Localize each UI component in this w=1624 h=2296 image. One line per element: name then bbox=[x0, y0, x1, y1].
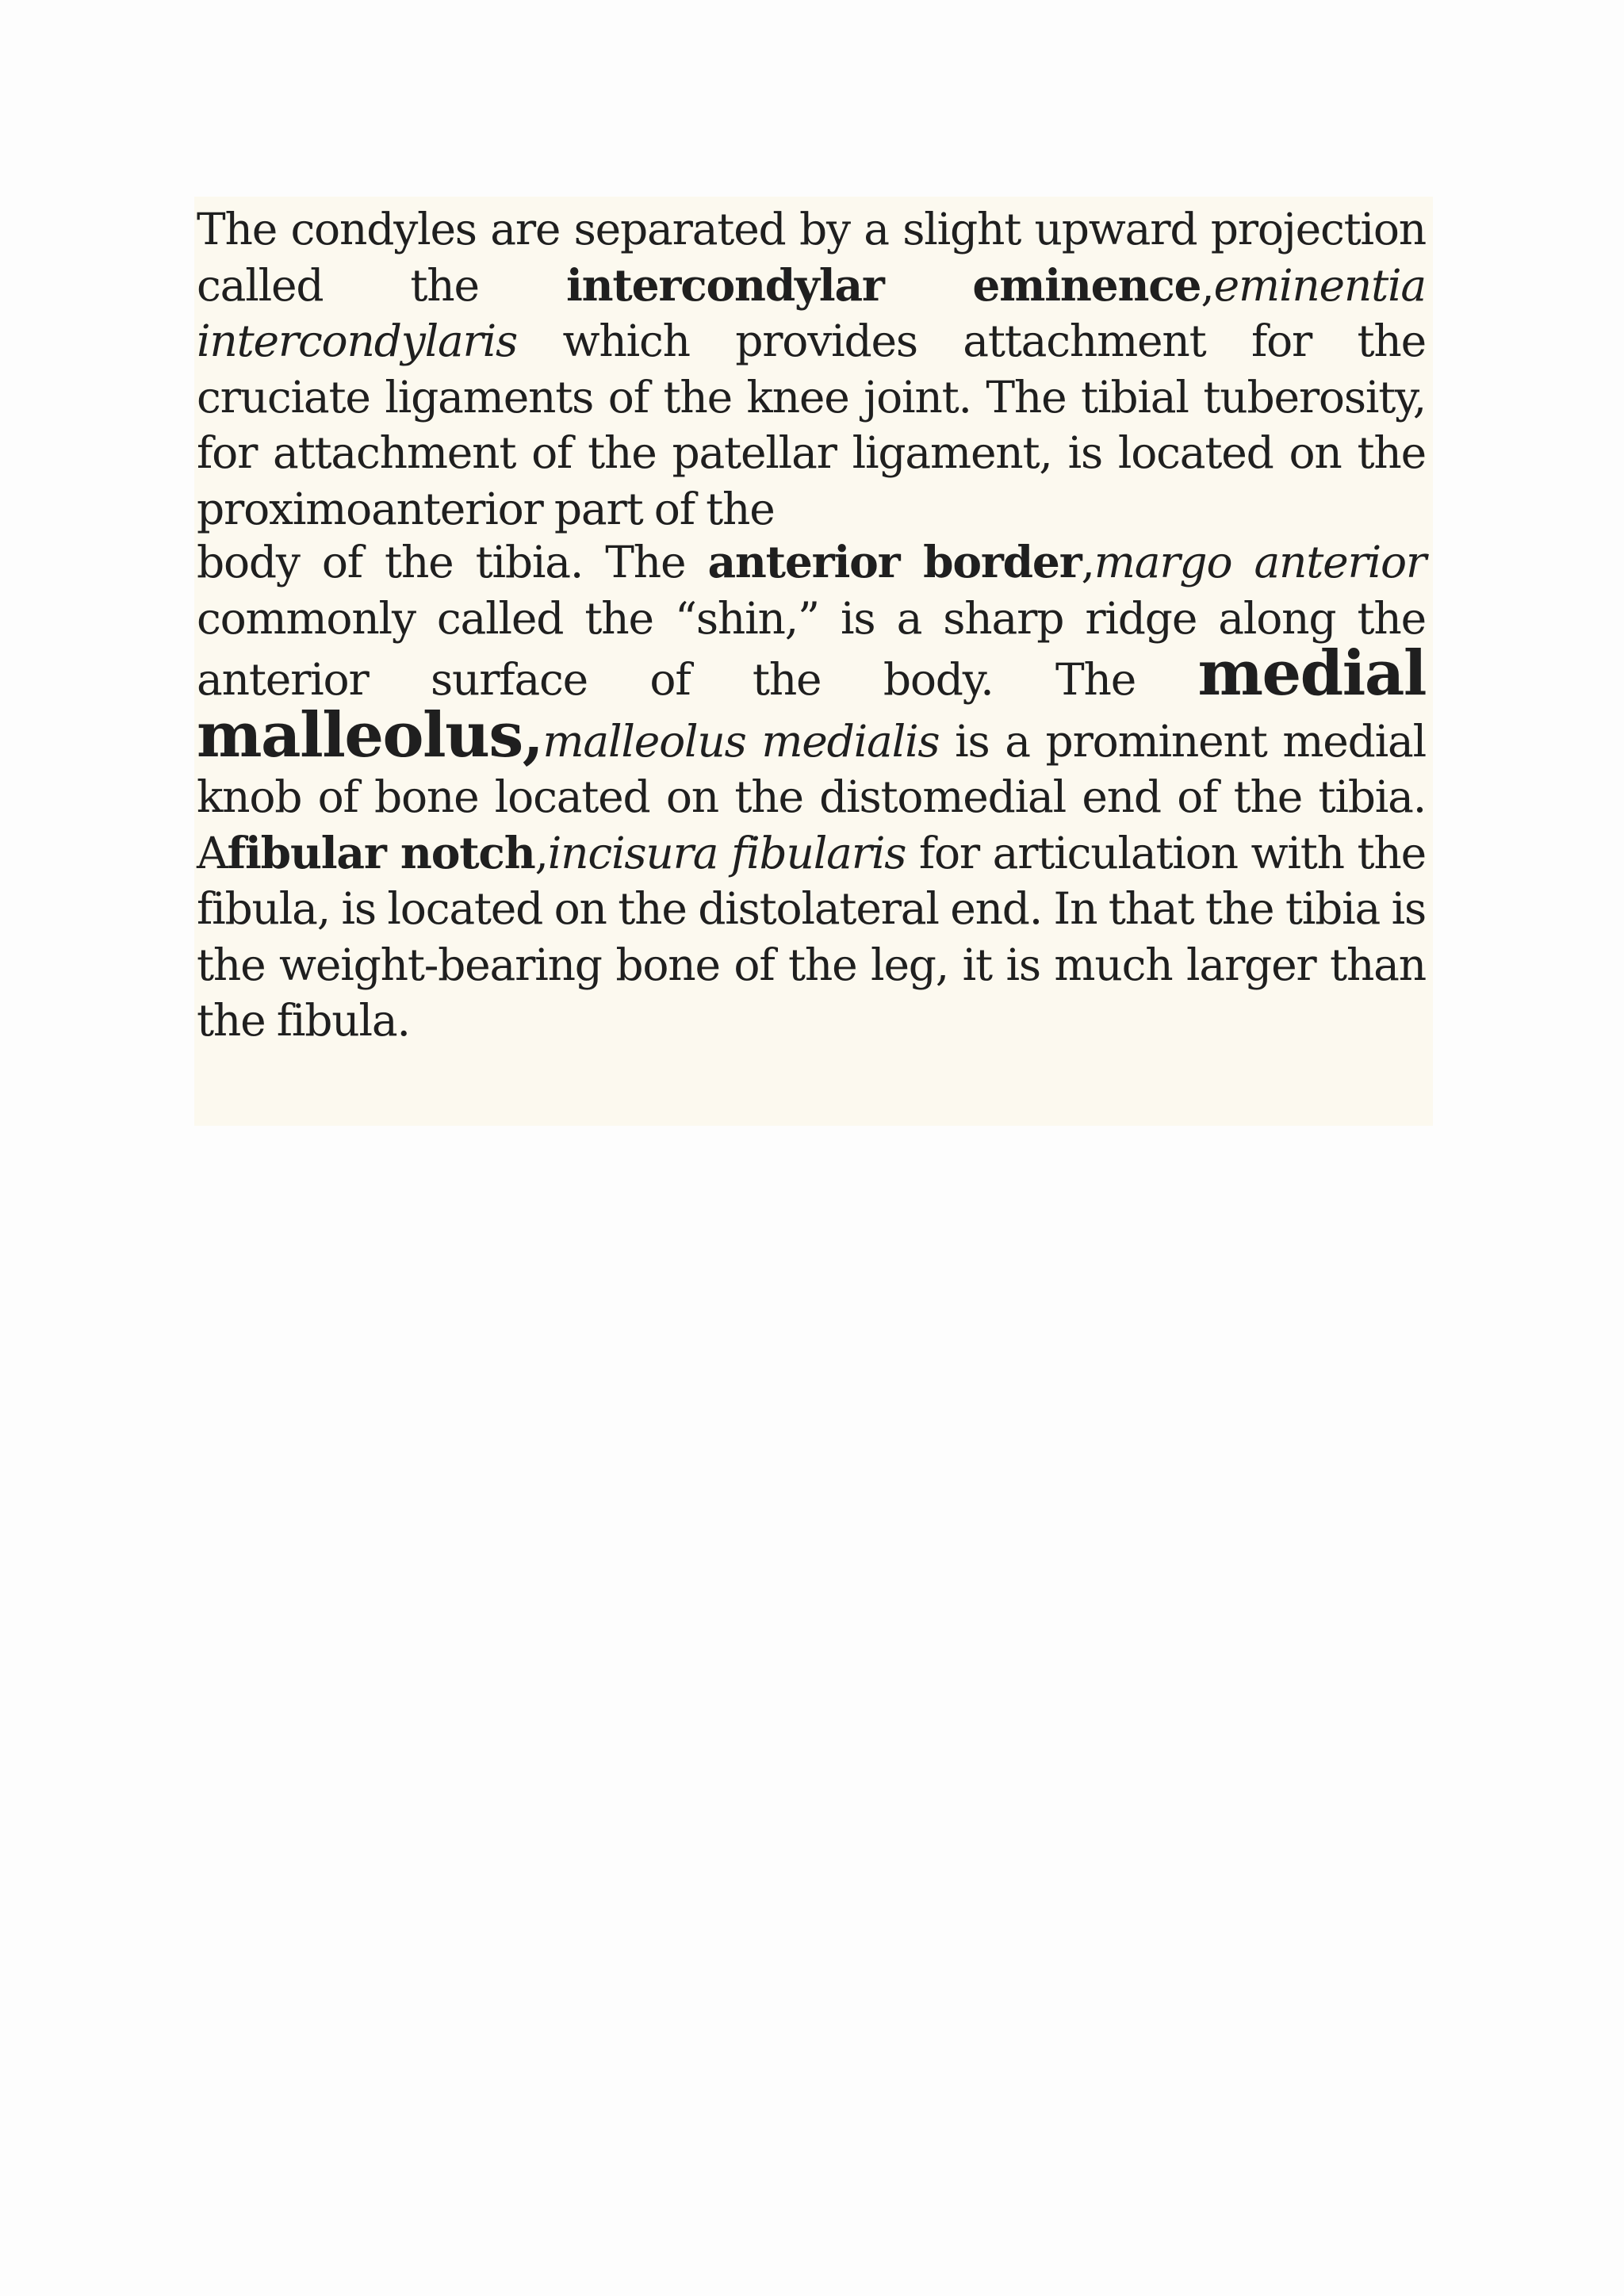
text-run: commonly called the “shin,” is a sharp ridge along the anterior surface of the body. The bbox=[197, 592, 1426, 705]
text-run: is a prominent medial knob of bone located on the distomedial end of the tibia. A bbox=[197, 715, 1426, 878]
separator: , bbox=[534, 827, 548, 878]
paragraph-tibia-body bbox=[197, 534, 1426, 1049]
text-run: The condyles are separated by a slight upward projection called the bbox=[197, 204, 1426, 311]
latin-malleolus-medialis: malleolus medialis bbox=[542, 715, 940, 767]
separator: , bbox=[1201, 259, 1214, 311]
term-intercondylar-eminence: intercondylar eminence bbox=[565, 258, 1201, 311]
latin-margo-anterior: margo anterior bbox=[1094, 537, 1426, 587]
text-run: body of the tibia. The bbox=[197, 537, 708, 587]
term-medial-malleolus: medial malleolus, bbox=[197, 637, 1426, 771]
term-fibular-notch: fibular notch bbox=[227, 826, 535, 878]
term-anterior-border: anterior border bbox=[707, 536, 1082, 587]
text-run: which provides attachment for the cruciate ligaments of the knee joint. The tibial tuberosity, for attachment of the patellar ligament, is located on the proximoanterior part of the bbox=[197, 316, 1426, 534]
text-run: for articulation with the fibula, is located on the distolateral end. In that the tibia is the weight-bearing bone of the leg, it is much larger than the fibula. bbox=[197, 827, 1426, 1046]
latin-eminentia-intercondylaris: eminentia intercondylaris bbox=[197, 259, 1427, 366]
latin-incisura-fibularis: incisura fibularis bbox=[547, 827, 906, 878]
paragraph-condyles bbox=[197, 201, 1426, 537]
separator: , bbox=[1081, 537, 1094, 587]
text-block bbox=[194, 197, 1433, 1126]
